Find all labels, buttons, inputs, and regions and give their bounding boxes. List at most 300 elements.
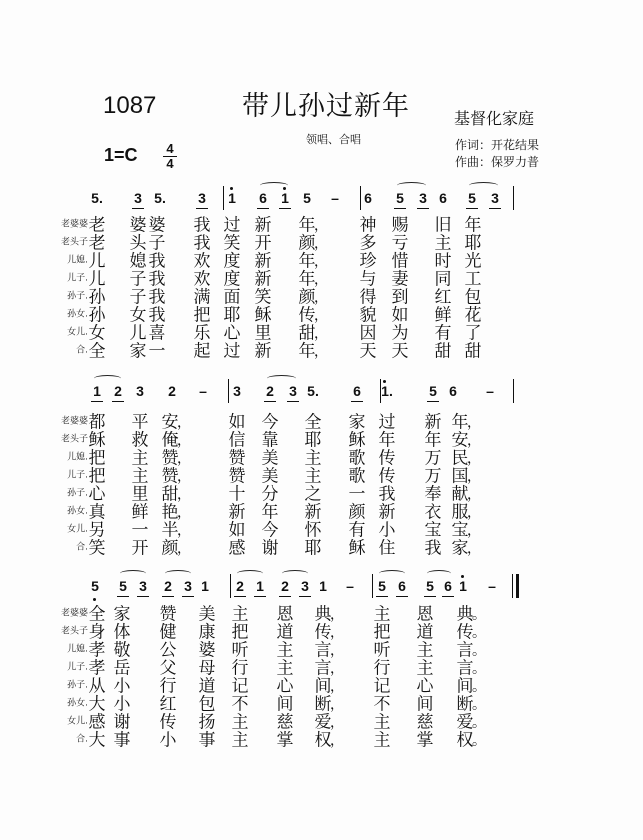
note: –: [199, 383, 207, 399]
lyric-char: 媳: [129, 251, 147, 272]
lyric-char: 年: [378, 430, 396, 451]
lyric-char: 岳: [113, 658, 131, 679]
lyric-char: 心: [416, 676, 434, 697]
lyric-char: 万: [424, 466, 442, 487]
lyric-char: 把: [231, 622, 249, 643]
lyric-char: 满: [193, 287, 211, 308]
lyric-char: 主: [231, 712, 249, 733]
punctuation: ，: [467, 487, 481, 503]
note: 5: [378, 578, 386, 594]
role-label: 孙女.: [67, 309, 88, 320]
role-label: 合.: [76, 734, 88, 745]
eighth-underline: [182, 596, 194, 597]
note: 2: [281, 578, 289, 594]
role-label: 儿媳.: [67, 452, 88, 463]
lyric-char: 里: [254, 323, 272, 344]
lyric-char: 主: [131, 466, 149, 487]
lyric-char: 从: [88, 676, 106, 697]
note: 5.: [91, 190, 103, 206]
lyric-char: 赐: [391, 215, 409, 236]
lyric-char: 心: [276, 676, 294, 697]
lyric-char: 感: [228, 538, 246, 559]
lyric-char: 靠: [261, 430, 279, 451]
lyric-char: 行: [159, 676, 177, 697]
collection-name: 基督化家庭: [454, 109, 535, 128]
barline: [223, 186, 224, 210]
lyric-char: 记: [373, 676, 391, 697]
lyric-char: 我: [148, 269, 166, 290]
lyric-char: 心: [223, 323, 241, 344]
lyric-char: 有: [434, 323, 452, 344]
punctuation: ，: [467, 451, 481, 467]
slur: [397, 182, 426, 189]
lyric-char: 身: [88, 622, 106, 643]
eighth-underline: [264, 401, 276, 402]
note: 3: [136, 383, 144, 399]
lyric-char: 颜: [348, 502, 366, 523]
note: 2: [266, 383, 274, 399]
lyric-char: 得: [359, 287, 377, 308]
punctuation: ，: [177, 505, 191, 521]
punctuation: ，: [330, 679, 344, 695]
lyric-char: 爱: [456, 712, 474, 733]
lyric-char: 断: [314, 694, 332, 715]
lyric-char: 主: [231, 730, 249, 751]
lyric-char: 听: [231, 640, 249, 661]
eighth-underline: [417, 208, 429, 209]
note: 5: [303, 190, 311, 206]
lyric-char: 女: [129, 305, 147, 326]
lyric-char: 儿: [88, 269, 106, 290]
lyric-char: 平: [131, 412, 149, 433]
lyric-char: 耶: [464, 233, 482, 254]
lyric-char: 道: [276, 622, 294, 643]
lyric-char: 听: [373, 640, 391, 661]
lyric-char: 言: [314, 658, 332, 679]
lyric-char: 把: [373, 622, 391, 643]
eighth-underline: [466, 208, 478, 209]
lyric-char: 今: [261, 412, 279, 433]
punctuation: 。: [472, 733, 486, 749]
lyric-char: 貌: [359, 305, 377, 326]
note: 3: [289, 383, 297, 399]
lyric-char: 康: [198, 622, 216, 643]
lyric-char: 爱: [314, 712, 332, 733]
lyric-char: 年: [298, 251, 316, 272]
note: 6: [398, 578, 406, 594]
lyric-char: 欢: [193, 269, 211, 290]
role-label: 孙子.: [67, 488, 88, 499]
lyric-char: 传: [456, 622, 474, 643]
slur: [260, 182, 288, 189]
punctuation: ，: [330, 733, 344, 749]
lyric-char: 天: [391, 341, 409, 362]
lyric-char: 美: [261, 448, 279, 469]
lyric-char: 记: [231, 676, 249, 697]
punctuation: 。: [472, 661, 486, 677]
lyric-char: 年: [298, 341, 316, 362]
slur: [94, 375, 121, 382]
lyric-char: 新: [304, 502, 322, 523]
lyric-char: 起: [193, 341, 211, 362]
eighth-underline: [137, 596, 149, 597]
note: 5: [426, 578, 434, 594]
lyric-char: 言: [314, 640, 332, 661]
lyric-char: 宝: [451, 520, 469, 541]
lyric-char: 我: [424, 538, 442, 559]
lyric-char: 耶: [223, 305, 241, 326]
note: 3: [139, 578, 147, 594]
high-octave-dot: [383, 380, 386, 383]
eighth-underline: [162, 596, 174, 597]
lyric-char: 传: [378, 448, 396, 469]
punctuation: ，: [177, 433, 191, 449]
lyric-char: 主: [373, 730, 391, 751]
lyric-char: 救: [131, 430, 149, 451]
punctuation: ，: [314, 290, 328, 306]
lyric-char: 天: [359, 341, 377, 362]
lyric-char: 衣: [424, 502, 442, 523]
lyric-char: 婆: [148, 215, 166, 236]
lyric-char: 十: [228, 484, 246, 505]
lyric-char: 孙: [88, 287, 106, 308]
lyric-char: 典: [314, 604, 332, 625]
lyric-char: 不: [373, 694, 391, 715]
lyric-char: 国: [451, 466, 469, 487]
lyric-char: 俺: [161, 430, 179, 451]
punctuation: ，: [314, 344, 328, 360]
lyric-char: 一: [148, 341, 166, 362]
note: –: [346, 578, 354, 594]
role-label: 儿子.: [67, 662, 88, 673]
role-label: 老婆婆: [60, 608, 88, 619]
lyric-char: 如: [228, 412, 246, 433]
role-label: 儿媳.: [67, 255, 88, 266]
lyric-char: 言: [456, 640, 474, 661]
punctuation: ，: [177, 469, 191, 485]
eighth-underline: [257, 208, 269, 209]
lyric-char: 把: [88, 466, 106, 487]
lyric-char: 言: [456, 658, 474, 679]
eighth-underline: [427, 401, 439, 402]
high-octave-dot: [461, 575, 464, 578]
slur: [427, 570, 451, 577]
lyric-char: 间: [276, 694, 294, 715]
lyric-char: 了: [464, 323, 482, 344]
lyric-char: 过: [378, 412, 396, 433]
lyric-char: 小: [113, 676, 131, 697]
lyric-char: 与: [359, 269, 377, 290]
punctuation: ，: [177, 415, 191, 431]
barline: [513, 379, 514, 403]
lyric-char: 家: [348, 412, 366, 433]
lyric-char: 包: [198, 694, 216, 715]
key-signature: 1=C: [104, 145, 138, 165]
lyric-char: 赞: [228, 448, 246, 469]
lyric-char: 多: [359, 233, 377, 254]
lyric-char: 宝: [424, 520, 442, 541]
lyric-char: 甜: [298, 323, 316, 344]
punctuation: ，: [330, 661, 344, 677]
lyric-char: 主: [231, 604, 249, 625]
lyric-char: 间: [456, 676, 474, 697]
lyric-char: 小: [159, 730, 177, 751]
role-label: 合.: [76, 345, 88, 356]
lyric-char: 主: [416, 658, 434, 679]
lyric-char: 稣: [348, 430, 366, 451]
note: –: [331, 190, 339, 206]
note: 6: [364, 190, 372, 206]
lyric-char: 鲜: [131, 502, 149, 523]
punctuation: ，: [467, 541, 481, 557]
lyric-char: 家: [451, 538, 469, 559]
lyric-char: 歌: [348, 448, 366, 469]
lyric-char: 妻: [391, 269, 409, 290]
eighth-underline: [117, 596, 129, 597]
note: 6: [449, 383, 457, 399]
lyric-char: 主: [276, 658, 294, 679]
lyric-char: 年: [298, 269, 316, 290]
lyric-char: 里: [131, 484, 149, 505]
role-label: 老头子: [60, 237, 88, 248]
lyric-char: 开: [254, 233, 272, 254]
barline: [228, 379, 229, 403]
lyric-char: 我: [148, 251, 166, 272]
role-label: 合.: [76, 542, 88, 553]
role-label: 老头子: [60, 434, 88, 445]
lyric-char: 权: [314, 730, 332, 751]
lyric-char: 主: [434, 233, 452, 254]
note: –: [486, 383, 494, 399]
time-signature: [163, 143, 177, 170]
punctuation: 。: [472, 607, 486, 623]
lyric-char: 怀: [304, 520, 322, 541]
lyric-char: 如: [391, 305, 409, 326]
note: 1.: [381, 383, 393, 399]
note: 1: [201, 578, 209, 594]
note: 1: [228, 190, 236, 206]
lyric-char: 心: [88, 484, 106, 505]
role-label: 女儿.: [67, 327, 88, 338]
role-label: 孙女.: [67, 698, 88, 709]
punctuation: ，: [330, 697, 344, 713]
lyric-char: 谢: [261, 538, 279, 559]
punctuation: ，: [330, 625, 344, 641]
note: 5: [119, 578, 127, 594]
barline: [512, 574, 513, 598]
lyric-char: 欢: [193, 251, 211, 272]
lyric-char: 工: [464, 269, 482, 290]
lyric-char: 真: [88, 502, 106, 523]
lyric-char: 间: [314, 676, 332, 697]
eighth-underline: [376, 596, 388, 597]
note: 1: [319, 578, 327, 594]
lyric-char: 谢: [113, 712, 131, 733]
note: 3: [491, 190, 499, 206]
eighth-underline: [424, 596, 436, 597]
lyric-char: 一: [131, 520, 149, 541]
barline: [513, 186, 514, 210]
lyric-char: 信: [228, 430, 246, 451]
lyric-char: 全: [88, 341, 106, 362]
punctuation: ，: [177, 541, 191, 557]
lyric-char: 孝: [88, 658, 106, 679]
lyric-char: 时: [434, 251, 452, 272]
lyric-char: 艳: [161, 502, 179, 523]
punctuation: ，: [314, 218, 328, 234]
lyric-char: 全: [88, 604, 106, 625]
hymn-number: 1087: [103, 92, 157, 119]
lyric-char: 开: [131, 538, 149, 559]
punctuation: ，: [330, 715, 344, 731]
lyric-char: 献: [451, 484, 469, 505]
lyric-char: 有: [348, 520, 366, 541]
punctuation: 。: [472, 697, 486, 713]
lyric-char: 美: [198, 604, 216, 625]
role-label: 老婆婆: [60, 219, 88, 230]
note: 5.: [307, 383, 319, 399]
lyric-char: 子: [129, 269, 147, 290]
lyric-char: 包: [464, 287, 482, 308]
lyric-char: 美: [261, 466, 279, 487]
lyric-char: 笑: [88, 538, 106, 559]
lyric-char: 同: [434, 269, 452, 290]
lyric-char: 赞: [159, 604, 177, 625]
lyric-char: 年: [261, 502, 279, 523]
lyric-char: 行: [373, 658, 391, 679]
high-octave-dot: [230, 187, 233, 190]
lyric-char: 恩: [416, 604, 434, 625]
role-label: 孙子.: [67, 680, 88, 691]
note: 2: [168, 383, 176, 399]
lyric-char: 断: [456, 694, 474, 715]
lyric-char: 年: [464, 215, 482, 236]
lyric-char: 因: [359, 323, 377, 344]
lyric-char: 之: [304, 484, 322, 505]
lyric-char: 子: [148, 233, 166, 254]
slur: [267, 375, 296, 382]
slur: [120, 570, 146, 577]
lyric-char: 稣: [254, 305, 272, 326]
lyric-char: 惜: [391, 251, 409, 272]
barline: [230, 574, 231, 598]
lyric-char: 甜: [434, 341, 452, 362]
lyric-char: 耶: [304, 538, 322, 559]
lyric-char: 主: [416, 640, 434, 661]
role-label: 儿子.: [67, 470, 88, 481]
lyric-char: 喜: [148, 323, 166, 344]
eighth-underline: [279, 208, 291, 209]
lyric-char: 分: [261, 484, 279, 505]
eighth-underline: [91, 401, 103, 402]
slur: [282, 570, 308, 577]
lyric-char: 小: [378, 520, 396, 541]
time-bottom: 4: [166, 156, 174, 171]
lyric-char: 新: [254, 215, 272, 236]
note: 3: [233, 383, 241, 399]
lyric-char: 敬: [113, 640, 131, 661]
eighth-underline: [112, 401, 124, 402]
lyric-char: 我: [148, 305, 166, 326]
note: 1: [281, 190, 289, 206]
lyric-char: 如: [228, 520, 246, 541]
lyric-char: 感: [88, 712, 106, 733]
lyric-char: 另: [88, 520, 106, 541]
lyric-char: 到: [391, 287, 409, 308]
lyric-char: 度: [223, 269, 241, 290]
lyric-char: 歌: [348, 466, 366, 487]
note: 1: [459, 578, 467, 594]
lyric-char: 传: [314, 622, 332, 643]
lyric-char: 掌: [416, 730, 434, 751]
lyric-char: 老: [88, 233, 106, 254]
lyric-char: 不: [231, 694, 249, 715]
punctuation: ，: [330, 643, 344, 659]
lyric-char: 事: [113, 730, 131, 751]
lyric-char: 度: [223, 251, 241, 272]
lyric-char: 子: [129, 287, 147, 308]
lyric-char: 孝: [88, 640, 106, 661]
lyric-char: 全: [304, 412, 322, 433]
lyric-char: 道: [198, 676, 216, 697]
lyric-char: 赞: [228, 466, 246, 487]
lyric-char: 安: [161, 412, 179, 433]
song-title: 带儿孙过新年: [242, 91, 410, 122]
lyric-char: 笑: [254, 287, 272, 308]
eighth-underline: [287, 401, 299, 402]
final-barline: [516, 574, 519, 598]
lyric-char: 旧: [434, 215, 452, 236]
eighth-underline: [489, 208, 501, 209]
lyric-char: 笑: [223, 233, 241, 254]
lyric-char: 慈: [416, 712, 434, 733]
note: 5: [91, 578, 99, 594]
lyric-char: 公: [159, 640, 177, 661]
lyric-char: 甜: [464, 341, 482, 362]
lyric-char: 我: [193, 215, 211, 236]
lyric-char: 颜: [298, 287, 316, 308]
lyric-char: 万: [424, 448, 442, 469]
lyric-char: 耶: [304, 430, 322, 451]
punctuation: ，: [330, 607, 344, 623]
note: 3: [134, 190, 142, 206]
lyric-char: 大: [88, 730, 106, 751]
lyric-char: 新: [378, 502, 396, 523]
lyric-char: 乐: [193, 323, 211, 344]
eighth-underline: [254, 596, 266, 597]
eighth-underline: [196, 208, 208, 209]
lyric-char: 大: [88, 694, 106, 715]
composer-credit: 作曲：保罗力普: [455, 155, 540, 169]
lyric-char: 女: [88, 323, 106, 344]
lyric-char: 年: [298, 215, 316, 236]
lyric-char: 赞: [161, 466, 179, 487]
lyric-char: 道: [416, 622, 434, 643]
lyric-char: 权: [456, 730, 474, 751]
barline: [360, 186, 361, 210]
lyric-char: 儿: [88, 251, 106, 272]
barline: [372, 574, 373, 598]
note: 6: [353, 383, 361, 399]
eighth-underline: [396, 596, 408, 597]
lyric-char: 把: [193, 305, 211, 326]
eighth-underline: [394, 208, 406, 209]
lyric-char: 新: [254, 341, 272, 362]
lyric-char: 主: [373, 712, 391, 733]
lyric-char: 主: [131, 448, 149, 469]
punctuation: ，: [177, 487, 191, 503]
lyric-char: 半: [161, 520, 179, 541]
